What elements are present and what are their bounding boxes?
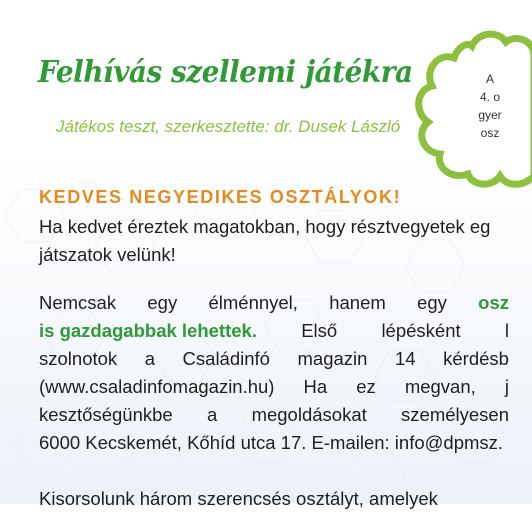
word: 14 [395,348,416,369]
para2-line-4 [39,373,509,401]
word: lépésként [381,320,461,341]
word: Nemcsak [39,292,117,313]
word: j [504,376,509,397]
word: Ha [303,376,328,397]
word: kérdésb [443,348,509,369]
intro-line-2: játszatok velünk! [39,244,176,265]
para2-line-1 [39,289,509,317]
cloud-callout-text [470,70,510,142]
para2-line-5 [39,401,509,429]
word: egy [147,292,178,313]
word: szolnotok [39,348,118,369]
word: a [206,404,218,425]
word: l [504,320,509,341]
word: kesztőségünkbe [39,404,173,425]
para2-line-2 [39,317,509,345]
intro-line-1: Ha kedvet éreztek magatokban, hogy résztvegyetek eg [39,216,491,237]
word: ez [356,376,376,397]
body-paragraph-2 [39,289,509,457]
para2-line-6: 6000 Kecskemét, Kőhíd utca 17. E-mailen: info@dpmsz. [39,432,504,453]
page-title: Felhívás szellemi játékra [38,55,413,90]
highlight-phrase: is gazdagabbak lehettek. [39,320,257,341]
body-paragraph-3 [39,485,509,513]
cloud-line: gyer [478,108,502,122]
subtitle-author: Játékos teszt, szerkesztette: dr. Dusek László [56,117,401,136]
highlight-word: osz [478,292,509,313]
word: élménnyel, [208,292,298,313]
word: Első [301,320,338,341]
word: a [144,348,155,369]
intro-paragraph [39,213,509,269]
word: (www.csaladinfomagazin.hu) [39,376,275,397]
word: megoldásokat [251,404,367,425]
para3-line-1: Kisorsolunk három szerencsés osztályt, amelyek [39,488,438,509]
word: megvan, [404,376,476,397]
word: egy [417,292,447,313]
word: hanem [329,292,386,313]
word: Családinfó [182,348,270,369]
cloud-line: osz [480,126,500,140]
section-heading: KEDVES NEGYEDIKES OSZTÁLYOK! [39,187,402,207]
cloud-line: A [485,72,494,86]
word: magazin [297,348,368,369]
cloud-line: 4. o [479,90,500,104]
word: személyesen [401,404,509,425]
para2-line-3 [39,345,509,373]
